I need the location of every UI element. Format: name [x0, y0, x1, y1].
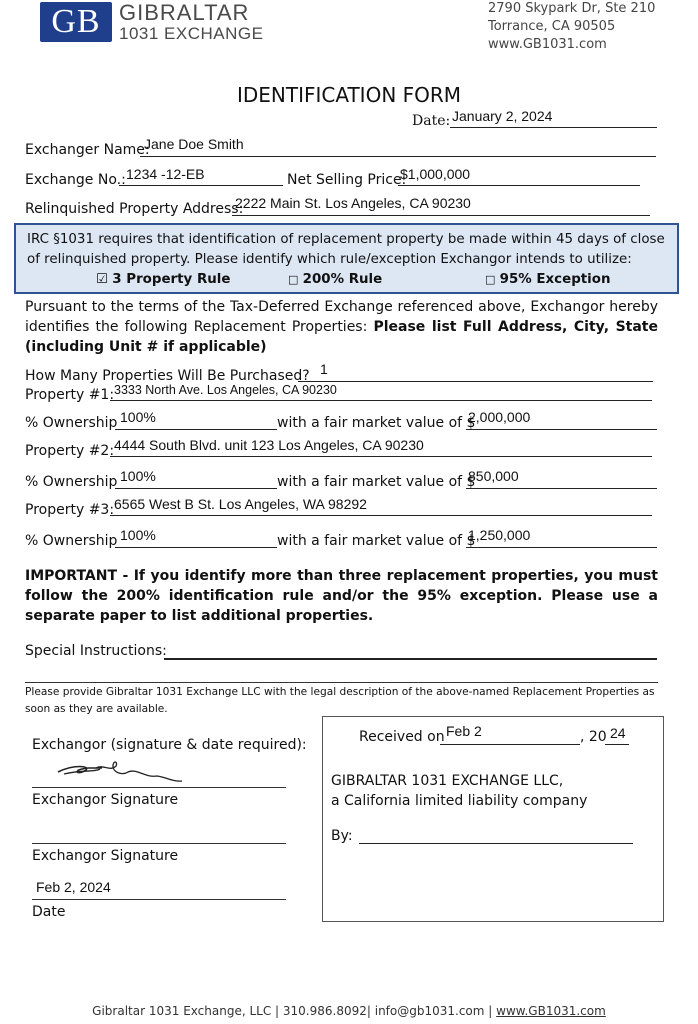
- property-2-ownership-label: % Ownership: [25, 474, 118, 490]
- property-3-fmv-label: with a fair market value of $: [277, 533, 476, 549]
- notice-box: [14, 223, 679, 294]
- company-logo: [40, 2, 112, 42]
- company-name-line2: 1031 EXCHANGE: [119, 24, 264, 43]
- sign-date-label: Date: [32, 904, 66, 920]
- exchange-no-value: 1234 -12-EB: [126, 166, 205, 182]
- signature-1-label: Exchangor Signature: [32, 792, 179, 808]
- exchanger-name-label: Exchanger Name:: [25, 142, 150, 158]
- header-website: www.GB1031.com: [488, 37, 607, 52]
- property-2-address-value: 4444 South Blvd. unit 123 Los Angeles, CA 90230: [114, 437, 424, 453]
- property-3-fmv-value: 1,250,000: [468, 527, 531, 543]
- property-3-label: Property #3:: [25, 502, 115, 518]
- footer-website-link[interactable]: www.GB1031.com: [496, 1004, 606, 1018]
- option-200-rule[interactable]: [288, 272, 382, 287]
- sign-date-line[interactable]: [32, 899, 286, 900]
- option-3-property-label: 3 Property Rule: [112, 272, 231, 287]
- received-company-line2: a California limited liability company: [331, 793, 588, 809]
- received-box: [322, 716, 664, 922]
- checked-box-icon: ☑: [96, 272, 109, 287]
- legal-note: Please provide Gibraltar 1031 Exchange LLC with the legal description of the above-named Replacement Properties as soon as they are available.: [25, 686, 655, 715]
- divider: [25, 682, 658, 683]
- property-count-value: 1: [320, 361, 328, 377]
- signature-2-line[interactable]: [32, 843, 286, 844]
- net-selling-price-value: $1,000,000: [400, 166, 471, 182]
- option-3-property-rule[interactable]: [96, 272, 230, 287]
- property-2-label: Property #2:: [25, 443, 115, 459]
- logo-letters: GB: [51, 3, 101, 40]
- property-1-label: Property #1:: [25, 387, 115, 403]
- received-on-label: Received on: [359, 729, 445, 745]
- pursuant-paragraph: [25, 297, 658, 357]
- company-name: [119, 2, 263, 44]
- property-1-fmv-label: with a fair market value of $: [277, 415, 476, 431]
- important-notice: IMPORTANT - If you identify more than three replacement properties, you must follow the 200% identification rule and/or the 95% exception. Please use a separate paper to list additional properties.: [25, 568, 658, 624]
- relinquished-value: 2222 Main St. Los Angeles, CA 90230: [235, 195, 471, 211]
- footer-phone: 310.986.8092: [282, 1004, 367, 1018]
- footer-email[interactable]: info@gb1031.com: [374, 1004, 485, 1018]
- net-selling-price-label: Net Selling Price:: [287, 172, 407, 188]
- property-3-address-value: 6565 West B St. Los Angeles, WA 98292: [114, 496, 367, 512]
- property-count-field[interactable]: [298, 365, 653, 382]
- received-company-line1: GIBRALTAR 1031 EXCHANGE LLC,: [331, 773, 564, 789]
- notice-line1: IRC §1031 requires that identification of replacement property be made within 45 days of close: [27, 232, 665, 247]
- property-2-fmv-label: with a fair market value of $: [277, 474, 476, 490]
- property-1-ownership-label: % Ownership: [25, 415, 118, 431]
- received-date-value: Feb 2: [446, 723, 482, 739]
- relinquished-label: Relinquished Property Address:: [25, 201, 244, 217]
- address-line2: Torrance, CA 90505: [488, 19, 616, 34]
- company-address: [488, 0, 655, 54]
- by-field[interactable]: [359, 827, 633, 844]
- handwritten-signature: [56, 756, 196, 786]
- option-200-label: 200% Rule: [302, 272, 383, 287]
- unchecked-box-icon: □: [288, 273, 299, 286]
- property-count-label: How Many Properties Will Be Purchased?: [25, 368, 310, 384]
- exchange-no-label: Exchange No.:: [25, 172, 126, 188]
- address-line1: 2790 Skypark Dr, Ste 210: [488, 1, 656, 16]
- pursuant-text: Pursuant to the terms of the Tax-Deferred Exchange referenced above, Exchangor hereby identifies the following Replacement Properties:: [25, 299, 658, 335]
- footer-company: Gibraltar 1031 Exchange, LLC: [92, 1004, 272, 1018]
- received-year-prefix: , 20: [580, 729, 607, 745]
- property-2-fmv-value: 850,000: [468, 468, 519, 484]
- property-3-ownership-label: % Ownership: [25, 533, 118, 549]
- pursuant-bold-text: Please list Full Address, City, State (including Unit # if applicable): [25, 319, 658, 355]
- property-3-ownership-value: 100%: [120, 527, 156, 543]
- date-value: January 2, 2024: [452, 108, 553, 124]
- property-2-ownership-value: 100%: [120, 468, 156, 484]
- signature-1-line[interactable]: [32, 787, 286, 788]
- footer: Gibraltar 1031 Exchange, LLC | 310.986.8092| info@gb1031.com | www.GB1031.com: [92, 1004, 606, 1018]
- property-1-ownership-value: 100%: [120, 409, 156, 425]
- option-95-exception[interactable]: [485, 272, 611, 287]
- special-instructions-label: Special Instructions:: [25, 643, 167, 659]
- received-year-value: 24: [610, 725, 626, 741]
- company-name-line1: GIBRALTAR: [119, 0, 250, 25]
- property-1-fmv-value: 2,000,000: [468, 409, 531, 425]
- property-1-address-value: 3333 North Ave. Los Angeles, CA 90230: [114, 383, 337, 397]
- notice-line2: of relinquished property. Please identify which rule/exception Exchangor intends to utilize:: [27, 252, 632, 267]
- form-title: IDENTIFICATION FORM: [236, 83, 462, 107]
- by-label: By:: [331, 828, 353, 844]
- exchanger-name-value: Jane Doe Smith: [144, 136, 244, 152]
- signature-2-label: Exchangor Signature: [32, 848, 179, 864]
- sign-date-value: Feb 2, 2024: [36, 879, 111, 895]
- special-instructions-field[interactable]: [164, 643, 657, 660]
- signature-heading: Exchangor (signature & date required):: [32, 737, 307, 753]
- unchecked-box-icon: □: [485, 273, 496, 286]
- date-label: Date:: [412, 113, 451, 129]
- option-95-label: 95% Exception: [499, 272, 611, 287]
